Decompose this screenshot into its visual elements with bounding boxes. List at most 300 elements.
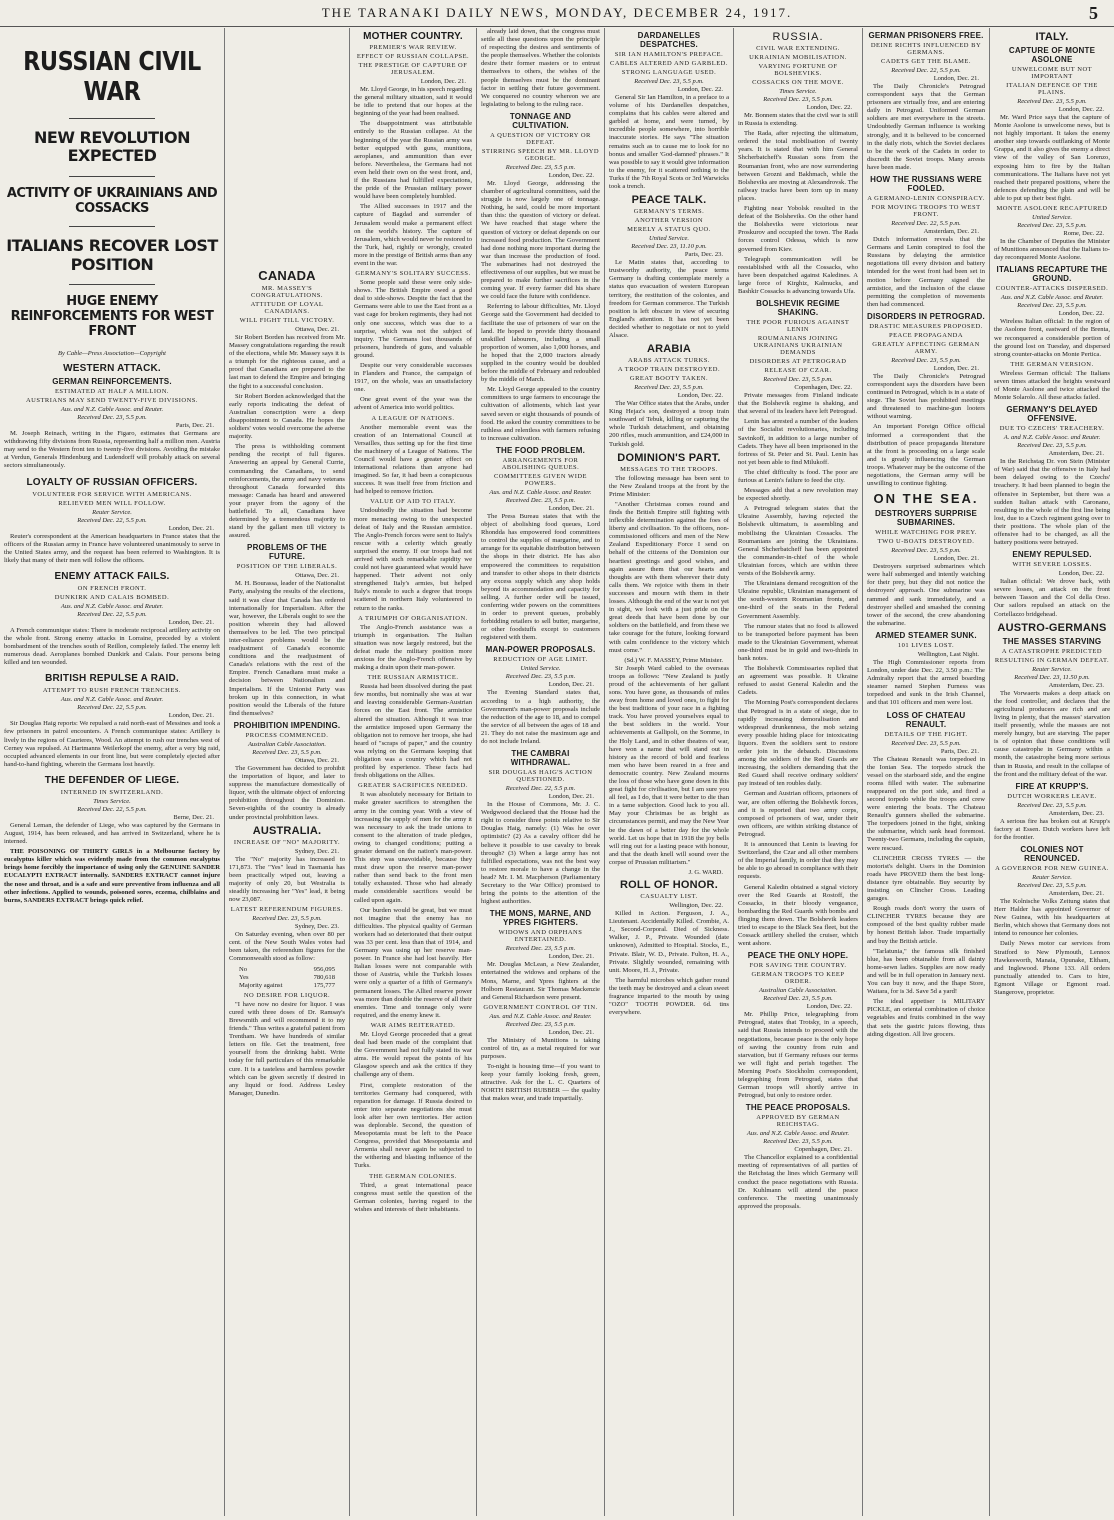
received-line: Received Dec. 23, 5.5 p.m. bbox=[763, 96, 833, 103]
article-body: Mr. Lloyd George, in his speech regarding the general military situation, said it would be idle to pretend that our hopes at the beginning of the year had been realised. bbox=[354, 86, 472, 118]
article-heading: BRITISH REPULSE A RAID. bbox=[45, 673, 179, 685]
dateline: London, Dec. 22. bbox=[806, 1003, 852, 1011]
article-heading: WESTERN ATTACK. bbox=[63, 363, 161, 375]
dateline: Sydney, Dec. 23. bbox=[294, 923, 339, 931]
dateline: London, Dec. 22. bbox=[677, 392, 723, 400]
dateline: London, Dec. 21. bbox=[168, 712, 214, 720]
article-heading: HOW THE RUSSIANS WERE FOOLED. bbox=[870, 175, 982, 194]
subheading: FOR SAVING THE COUNTRY. bbox=[749, 962, 847, 970]
received-line: Received Dec. 23, 5.5 p.m. bbox=[1017, 302, 1087, 310]
article-body: Mr. Lloyd George appealed to the country committees to urge farmers to encourage the cultivation of allotments, which last year saved seven or eight thousands of pounds of food. He asked the country committees to be ruthless and relentless with farmers refusing to increase cultivation. bbox=[481, 386, 600, 442]
article-body: The Anglo-French assistance was a triumph in organisation. The Italian situation was now largely restored, but the defeat made the military position more anxious for the Anglo-French offensive by making a drain upon their man-power. bbox=[354, 623, 472, 672]
subheading: DRASTIC MEASURES PROPOSED. bbox=[869, 322, 983, 330]
dateline: Amsterdam, Dec. 21. bbox=[1048, 450, 1104, 458]
dateline: London, Dec. 22. bbox=[1058, 570, 1104, 578]
article-body: Another memorable event was the creation of an International Council at Versailles, thus setting up for the first time the machinery of a League of Nations. The Council would have a greater effect on international relations than anyone had imagined. So far, it had been a conspicuous success. It was itself free from friction and had helped to remove friction. bbox=[354, 423, 472, 496]
dateline: London, Dec. 21. bbox=[548, 953, 594, 961]
article-body: Private messages from Finland indicate that the Bolshevik regime is shaking, and that several of its leaders have left Petrograd. bbox=[738, 392, 858, 416]
source-line: Aus. and N.Z. Cable Assoc. and Reuter. bbox=[489, 488, 592, 496]
subheading: CADETS GET THE BLAME. bbox=[880, 58, 972, 65]
dateline: London, Dec. 21. bbox=[548, 681, 594, 689]
subheading: RELEASE OF CZAR. bbox=[764, 367, 832, 375]
source-line: A. and N.Z. Cable Assoc. and Reuter. bbox=[1003, 434, 1101, 442]
article-body: Italian official: We drove back, with severe losses, an attack on the front between Tasson and the Col della Orso. Our sailors repulsed an attack on the Cortellazzo bridgehead. bbox=[994, 578, 1110, 618]
source-line: United Service. bbox=[648, 235, 690, 243]
subheading: RESULTING IN GERMAN DEFEAT. bbox=[994, 656, 1110, 664]
subheading: THE MASSES STARVING bbox=[1002, 636, 1102, 646]
subheading: A LEAGUE OF NATIONS. bbox=[371, 414, 455, 422]
advertisement: The harmful microbes which gather round the teeth may be destroyed and a clean sweet fragrance imparted to the mouth by using "OZO" TOOTH POWDER. 6d. tins everywhere. bbox=[609, 976, 729, 1017]
subheading: PEACE PROPAGANDA bbox=[888, 331, 964, 339]
signature: (Sd.) W. F. MASSEY, Prime Minister. bbox=[624, 656, 723, 664]
dateline: London, Dec. 22. bbox=[548, 171, 594, 179]
article-body: The Ministry of Munitions is taking control of tin, as a metal required for war purposes. bbox=[481, 1036, 600, 1060]
source-line: United Service. bbox=[520, 665, 561, 673]
figure-row: Yes 780,618 bbox=[239, 973, 335, 981]
article-body: In the House of Commons, Mr. J. C. Wedgwood declared that the House had the right to consider three points relative to Sir Douglas Haig, namely: (1) Was he over optimistic? (2) As a cavalry officer did he believe it possible to use cavalry to break through? (3) When a large army has not fulfilled expectations, was not the best way to restore morale to have a change in the head? Mr. I. M. Macpherson (Parliamentary Secretary to the War Office) promised to bring the points to the attention of the highest authorities. bbox=[481, 801, 600, 906]
article-body: General Leman, the defender of Liege, who was captured by the Germans in August, 1914, has been released, and has arrived in Switzerland, where he is interned. bbox=[4, 821, 220, 846]
advertisement: "I have now no desire for liquor. I was cured with three doses of Dr. Ramsay's Brewsmith and will recommend it to my friends." Thus writes a grateful patient from Trentham. We have hundreds of similar letters on file. Get the treatment, free yourself from the drinking habit. Write today for full particulars of this remarkable cure. It is a tasteless and harmless powder which can be given secretly if desired in any liquid or food. Address Lesley Manager, Dunedin. bbox=[229, 1000, 345, 1097]
advertisement: To-night is housing time—if you want to keep your family looking fresh, green, attractive. Ask for the L. C. Quarters of NORTH BRITISH RUBBER — the quality that makes wear, and trade impartially. bbox=[481, 1063, 600, 1103]
dateline: Paris, Dec. 21. bbox=[940, 747, 979, 755]
dateline: London, Dec. 22. bbox=[677, 86, 723, 93]
subheading: A GOVERNOR FOR NEW GUINEA. bbox=[995, 864, 1109, 872]
article-body: Fighting near Yobolsk resulted in the defeat of the Bolsheviks. On the other hand the Bolsheviks were victorious near Proskurov and occupied the town. The Rada forces control Odessa, which is now governed from Kiev. bbox=[738, 205, 858, 253]
article-body: Sir Douglas Haig reports: We repulsed a raid north-east of Messines and took a few prisoners in patrol encounters. A French communique states: Artillery is lively in the regions of Caurieres, Wood. An attempt to rush our trenches west of Cerney was repulsed. At Hartmanns Weilerkopf the enemy, after a very big raid, occupied advanced elements in our front line, but were completely ejected after hand-to-hand fighting, wherein the Germans lost heavily. bbox=[4, 720, 220, 768]
subheading: INTERNED IN SWITZERLAND. bbox=[60, 788, 164, 796]
subheading: ATTITUDE OF LOYAL CANADIANS. bbox=[250, 301, 324, 315]
article-body: M. Joseph Reinach, writing in the Figaro, estimates that Germans are withdrawing fifty divisions from Russia, representing half a million men. Austria may send to the Western front ten to twenty-five divisions. Avoiding the mistake at Verdun, Generals Hindenburg and Ludendorff will probably attack on several sectors simultaneously. bbox=[4, 430, 220, 470]
received-line: Received Dec. 22, 5.5 p.m. bbox=[77, 610, 147, 618]
source-line: Reuter Service. bbox=[1032, 873, 1072, 881]
article-body: Mr. Douglas McLean, a New Zealander, entertained the widows and orphans of the Mons, Marne, and Ypres fighters at the Holborn Restaurant. Sir Thomas Mackenzie and General Richardson were present. bbox=[481, 961, 600, 1001]
dateline: London, Dec. 22. bbox=[1058, 106, 1104, 113]
received-line: Received Dec. 23, 5.5 p.m. bbox=[505, 673, 576, 681]
subheading: MONTE ASOLONE RECAPTURED bbox=[996, 205, 1108, 213]
article-body: The rumour states that no food is allowed to be transported before payment has been made to the Ukrainian Government, whereat one-third must be in gold and two-thirds in bank notes. bbox=[738, 622, 858, 662]
subheading: MR. MASSEY'S CONGRATULATIONS. bbox=[250, 285, 324, 299]
dateline: Ottawa, Dec. 21. bbox=[295, 572, 339, 580]
article-body: The Press Bureau states that with the object of abolishing food queues, Lord Rhondda has empowered food committees to control the supplies of margarine, and to arrange for its equitable distribution between the shops in their district. He has also empowered the committees to requisition and transfer to other shops in their districts any excess supply which any shop holds beyond its accommodation and capacity for selling. A further order will be issued, conferring wider powers on the committees in order to prevent queues, probably forbidding retailers to sell butter, margarine, or other foodstuffs except to customers registered with them. bbox=[481, 512, 600, 642]
article-body: Mr. Phillip Price, telegraphing from Petrograd, states that Trotsky, in a speech, said that Russia intends to proceed with the negotiations, because peace is the only hope of saving the country from ruin and starvation, but if Germany refuses our terms we will fight and perish together. The Morning Post's Stockholm correspondent, telegraphing from Petrograd, states that German troops will shortly arrive in Petrograd, but only to restore order. bbox=[738, 1011, 858, 1100]
article-body: Dutch information reveals that the Germans and Lenin conspired to fool the Russians by delaying the armistice negotiations till every division and battery intended for the west front had been set in motion before Germany signed the armistice, and the inclusion of the clause permitting the completion of movements then had commenced. bbox=[867, 236, 985, 308]
article-body: The press is withholding comment pending the receipt of full figures. Answering an appeal by General Currie, commanding the Canadians, to send reinforcements, the army and navy veterans throughout Canada forwarded this message: Canada has heard and answered your prayer from the agony of the battlefield. To all, Canadians have determined by a tremendous majority to stand by the gallant men till victory is assured. bbox=[229, 443, 345, 540]
source-line: Aus. and N.Z. Cable Assoc. and Reuter. bbox=[746, 1130, 850, 1138]
column-2 bbox=[225, 28, 349, 1516]
subheading: GERMANY'S TERMS. bbox=[633, 208, 705, 216]
source-line: Reuter Service. bbox=[92, 508, 132, 516]
received-line: Received Dec. 22, 5.5 p.m. bbox=[505, 785, 576, 793]
article-body: The disappointment was attributable entirely to the Russian collapse. At the beginning of the year the Russian army was better equipped with guns, munitions, aeroplanes, and ammunition than ever before. Nevertheless, the Germans had not even held their own on the west front, and, if the Russians had fulfilled expectations, the pride of the Prussian military power would have been completely humbled. bbox=[354, 120, 472, 201]
received-line: Received Dec. 23, 5.5 p.m. bbox=[634, 78, 704, 85]
subheading: GOVERNMENT CONTROL OF TIN. bbox=[483, 1003, 598, 1011]
divider bbox=[69, 284, 155, 285]
dateline: Copenhagen, Dec. 21. bbox=[794, 1146, 852, 1154]
subheading: GREAT BOOTY TAKEN. bbox=[629, 375, 709, 383]
subheading: VOLUNTEER FOR SERVICE WITH AMERICANS. bbox=[32, 490, 192, 498]
article-heading: THE FOOD PROBLEM. bbox=[495, 445, 586, 455]
article-heading: PROBLEMS OF THE FUTURE. bbox=[247, 543, 327, 562]
dateline: London, Dec. 21. bbox=[420, 78, 466, 85]
received-line: Received Dec. 23, 5.5 p.m. bbox=[77, 414, 147, 422]
source-line: Australian Cable Association. bbox=[758, 987, 838, 995]
column-8 bbox=[990, 28, 1114, 1516]
article-heading: MAN-POWER PROPOSALS. bbox=[485, 645, 596, 655]
subheading: THE POOR FURIOUS AGAINST LENIN bbox=[746, 319, 850, 334]
subheading: CAPTURE OF MONTE ASOLONE bbox=[1008, 46, 1096, 64]
subheading: A QUESTION OF VICTORY OR DEFEAT. bbox=[490, 131, 591, 146]
dateline: Wellington, Last Night. bbox=[917, 650, 979, 658]
dateline: London, Dec. 21. bbox=[168, 618, 214, 626]
column-6 bbox=[734, 28, 862, 1516]
received-line: Received Dec. 23, 5.5 p.m. bbox=[891, 739, 961, 747]
article-heading: PROHIBITION IMPENDING. bbox=[233, 720, 341, 730]
article-heading: THE MONS, MARNE, AND YPRES FIGHTERS. bbox=[489, 909, 592, 928]
subheading: ARRANGEMENTS FOR ABOLISHING QUEUES. bbox=[501, 456, 580, 471]
article-heading: THE PEACE PROPOSALS. bbox=[745, 1103, 851, 1113]
received-line: Received Dec. 22, 5.5 p.m. bbox=[77, 516, 147, 524]
subheading: THE GERMAN VERSION. bbox=[1010, 360, 1094, 368]
subheading: CABLES ALTERED AND GARBLED. bbox=[610, 60, 728, 67]
subheading: CASUALTY LIST. bbox=[640, 893, 698, 901]
article-body: The Daily Chronicle's Petrograd correspondent says that the German prisoners are virtually free, and are entering daily in Petrograd. Uniformed German soldiers are met everywhere in the streets. Undoubtedly German influence is working strongly, and it is believed to be concerned in the daily riots, which the Soviet declares to be the work of the Cadets in order to discredit the Soviet troops. Many arrests have been made. bbox=[867, 83, 985, 171]
article-body: Mr. Bonnem states that the civil war is still in Russia is extending. bbox=[738, 112, 858, 128]
article-body: The Allied successes in 1917 and the capture of Bagdad and surrender of Jerusalem would make a permanent effect on the world's history. The capture of Jerusalem, which would never be restored to the Turk, had, rightly or wrongly, created more in the prestige of British arms than any event in the war. bbox=[354, 203, 472, 267]
dateline: London, Dec. 21. bbox=[548, 793, 594, 801]
headline-deck: NEW REVOLUTION EXPECTED bbox=[34, 127, 190, 166]
subheading: DISORDERS AT PETROGRAD bbox=[749, 358, 847, 366]
divider bbox=[69, 176, 155, 177]
masthead bbox=[0, 0, 1114, 27]
dateline: London, Dec. 21. bbox=[933, 364, 979, 372]
advertisement: Daily News motor car services from Stratford to New Plymouth, Lennox Hawkesworth, Manaia, Opunake, Eltham, and Inglewood. Phone 133. All orders punctually attended to. Cars to hire, Egmont Village or Egmont road. Stangerove, proprietor. bbox=[994, 940, 1110, 996]
subheading: LATEST REFERENDUM FIGURES. bbox=[230, 906, 344, 914]
article-body: Our burden would be great, but we must not imagine that the enemy has no difficulties. The physical quality of German workers had so deteriorated that their output was 33 per cent. less than that of 1914, and Germany was using up her reserve man-power. In France she had lost heavily. Her Italian losses were not comparable with those of Austria, while the Turkish losses were only a quarter of a fifth of Germany's permanent losses. The Allied reserve power was more than double the reserve of all their enemies. Time and tonnage only were required, and the enemy knew it. bbox=[354, 906, 472, 1019]
subheading: UNWELCOME BUT NOT IMPORTANT bbox=[1011, 66, 1093, 80]
received-line: Received Dec. 23, 11.10 p.m. bbox=[631, 243, 707, 251]
subheading: STIRRING SPEECH BY MR. LLOYD GEORGE. bbox=[481, 147, 600, 162]
divider bbox=[69, 226, 155, 227]
article-body: On Saturday evening, when over 80 per cent. of the New South Wales votes had been taken, the referendum figures for the Commonwealth stood as follow: bbox=[229, 931, 345, 963]
subheading: RELIEVED MEN WILL FOLLOW. bbox=[58, 499, 166, 507]
received-line: Received Dec. 23, 5.5 p.m. bbox=[252, 915, 322, 923]
article-body: German and Austrian officers, prisoners of war, are often offering the Bolshevik forces, and it is reported that two army corps, composed of prisoners of war, under their own officers, are within striking distance of Petrograd. bbox=[738, 790, 858, 838]
page-number: 5 bbox=[1089, 3, 1100, 23]
column-5 bbox=[605, 28, 733, 1516]
received-line: Received Dec. 23, 5.5 p.m. bbox=[891, 547, 961, 555]
subheading: GREATER SACRIFICES NEEDED. bbox=[358, 782, 468, 790]
received-line: Received Dec. 23, 5.5 p.m. bbox=[1017, 98, 1087, 105]
article-body: Sir Robert Borden acknowledged that the early reports indicating the defeat of Australian conscription were a deep disappointment to Canada. He hopes the soldiers' votes would overcome the adverse majority. bbox=[229, 392, 345, 441]
article-body: Le Matin states that, according to trustworthy authority, the peace terms Germany is drafting contemplate merely a status quo evacuation of western European territory, the restitution of the colonies, and freedom for German commerce. The Turkish position is left obscure in view of securing England's attention. It has not yet been decided whether to negotiate or not to yield Alsace. bbox=[609, 259, 729, 339]
article-body: The Vorwaerts makes a deep attack on the food controller, and declares that the agricultural producers are rich and are living in plenty, that the masses' starvation itself presently, while the masses are not merely hungry, but are starving. The paper is of opinion that these conditions will cause catastrophe in Germany within a month, the catastrophe being more serious than in Russia, and result in the collapse of the front and the military defeat of the war. bbox=[994, 689, 1110, 778]
subheading: 101 LIVES LOST. bbox=[897, 641, 955, 649]
subheading: MERELY A STATUS QUO. bbox=[627, 226, 711, 234]
article-body: The High Commissioner reports from London, under date Dec. 22, 3.50 p.m.: The Admiralty report that the armed boarding steamer named Stephen Furness was torpedoed and sunk in the Irish Channel, and that 101 officers and men were lost. bbox=[867, 658, 985, 707]
subheading: NO DESIRE FOR LIQUOR. bbox=[243, 991, 331, 999]
source-line: United Service. bbox=[1031, 214, 1073, 222]
article-heading: DARDANELLES DESPATCHES. bbox=[637, 31, 701, 49]
subheading: GERMAN TROOPS TO KEEP ORDER. bbox=[751, 971, 845, 986]
article-heading: FIRE AT KRUPP'S. bbox=[1015, 781, 1089, 791]
article-heading: BOLSHEVIK REGIME SHAKING. bbox=[756, 299, 840, 318]
column-4 bbox=[477, 28, 604, 1516]
article-heading: ARABIA bbox=[647, 343, 691, 356]
dateline: Rome, Dec. 22. bbox=[1063, 230, 1104, 238]
article-body: First, complete restoration of the territories Germany had conquered, with reparation for damage. If Russia desired to enter into separate negotiations she must look after her own territories. Her action was deplorable. Second, the question of Mesopotamia must be left to the Peace Congress, provided that Mesopotamia and Armenia shall never again be subjected to the withering and blasting influence of the Turks. bbox=[354, 1081, 472, 1170]
article-body: The Bolshevik Commissaries replied that an agreement was possible. It Ukraine refused to assist General Kaledin and the Cadets. bbox=[738, 665, 858, 697]
article-heading: ITALY. bbox=[1035, 31, 1069, 43]
received-line: Received Dec. 23, 5.5 p.m. bbox=[505, 1020, 576, 1028]
received-line: Received Dec. 22, 5.5 p.m. bbox=[891, 67, 961, 74]
subheading: THE GERMAN COLONIES. bbox=[369, 1172, 457, 1180]
subheading: A TROOP TRAIN DESTROYED. bbox=[617, 366, 721, 374]
article-heading: ITALIANS RECAPTURE THE GROUND. bbox=[996, 265, 1108, 284]
dateline: London, Dec. 22. bbox=[1058, 310, 1104, 318]
received-line: Received Dec. 23, 5.5 p.m. bbox=[505, 496, 576, 504]
article-heading: ARMED STEAMER SUNK. bbox=[875, 630, 977, 640]
subheading: DUE TO CZECHS' TREACHERY. bbox=[999, 425, 1105, 433]
article-body: "Another Christmas comes round and finds the British Empire still fighting with inflexible determination against the foes of liberty and civilisation. To the officers, non-commissioned officers and men of the New Zealand Expeditionary Force I send on behalf of the citizens of the Dominion our heartiest greetings and good wishes, and again assure them that our hearts and thoughts are with them wherever their duty calls them. We rejoice with them in their successes and mourn with them in their losses. Although the end of the war is not yet in sight, we look with a just pride on the great deeds that have been done by our soldiers on the battlefield, and from these we take courage for the future, looking forward with calm confidence to the victory which must come." bbox=[609, 500, 729, 654]
article-body: Some people said these were only side-shows. The British Empire owed a good deal to side-shows. Despite the fact that the Germans were able to use the East front as a vast cage for broken regiments, they had not only one success, which was due to a surprise, which was not the subject of inquiry. The Germans lost thousands of prisoners, hundreds of guns, and valuable ground. bbox=[354, 279, 472, 359]
advertisement: THE POISONING OF THIRTY GIRLS in a Melbourne factory by eucalyptus killer which was evidently made from the common eucalyptus brings home forcibly the importance of using only the GENUINE SANDER EUCALYPTI EXTRACT internally. SANDERS EXTRACT cannot injure the nose and throat, and is a safe and sure preventive from influenza and all other infections. Applied to wounds, poisoned sores, eczema, chilblains and burns, SANDERS EXTRACT brings quick relief. bbox=[4, 848, 220, 904]
source-line: Aus. and N.Z. Cable Assoc. and Reuter. bbox=[60, 406, 164, 414]
subheading: A GERMANO-LENIN CONSPIRACY. bbox=[867, 195, 985, 203]
article-body: The Chancellor explained to a confidential meeting of representatives of all parties of the Reichstag the lines which Germany will conduct the peace negotiations with Russia. Dr. Kuhlmann will attend the peace conference. The meeting unanimously approved the proposals. bbox=[738, 1154, 858, 1210]
article-heading: THE DEFENDER OF LIEGE. bbox=[44, 774, 180, 786]
article-heading: RUSSIA. bbox=[772, 31, 824, 43]
subheading: PREMIER'S WAR REVIEW. bbox=[369, 44, 457, 51]
article-heading: THE CAMBRAI WITHDRAWAL. bbox=[510, 749, 571, 768]
dateline: Amsterdam, Dec. 21. bbox=[1048, 889, 1104, 897]
headline-deck: ITALIANS RECOVER LOST POSITION bbox=[6, 236, 218, 274]
article-heading: GERMANY'S DELAYED OFFENSIVE. bbox=[1006, 405, 1098, 424]
column-3 bbox=[350, 28, 476, 1516]
headline-deck: ACTIVITY OF UKRAINIANS AND COSSACKS bbox=[6, 185, 218, 216]
subheading: ON FRENCH FRONT. bbox=[77, 584, 147, 592]
article-body: It is announced that Lenin is leaving for Switzerland, the Czar and all other members of the Imperial family, in order that they may be able to go abroad in compliance with their requests. bbox=[738, 841, 858, 881]
article-body: Referring to labour difficulties, Mr. Lloyd George said the Government had decided to facilitate the use of prisoners of war on the land. He hoped to provide thirty thousand unskilled labourers, including a small proportion of women, also 1,000 horses, and he hoped that the 2,000 tractors already supplied in the country would be doubled before the middle of February and redoubled by the middle of March. bbox=[481, 303, 600, 384]
subheading: EFFECT OF RUSSIAN COLLAPSE. bbox=[356, 53, 470, 60]
subheading: TWO U-BOATS DESTROYED. bbox=[877, 538, 975, 546]
subheading: WAR AIMS REITERATED. bbox=[370, 1021, 456, 1029]
subheading: REDUCTION OF AGE LIMIT. bbox=[493, 656, 588, 664]
article-body: Undoubtedly the situation had become more menacing owing to the unexpected defeat of Italy and the Russian armistice. The Anglo-French forces were sent to Italy's rescue with a celerity which greatly surprised the enemy. If our troops had not arrived with such remarkable rapidity we could not have guaranteed what would have happened. Their advent not only strengthened Italy's armies, but helped Italy's morale to such a degree that troops scattered in northern Italy volunteered to return to the ranks. bbox=[354, 507, 472, 612]
subheading: INCREASE OF "NO" MAJORITY. bbox=[233, 838, 341, 846]
article-body: A French communique states: There is moderate reciprocal artillery activity on the whole front. Strong enemy attacks in Lorraine, preceded by a violent bombardment of the trenches south of Reillon, completely failed. The enemy left numerous dead. Aeroplanes bombed Dunkirk and Calais. Four persons being killed and ten wounded. bbox=[4, 626, 220, 667]
subheading: DESTROYERS SURPRISE SUBMARINES. bbox=[874, 509, 978, 528]
article-body: An important Foreign Office official informed a correspondent that the distribution of peace propaganda literature at the front is proceeding on a large scale and is greatly influencing the German troops. Whatever may be the outcome of the negotiations, the German army will be unwilling to continue fighting. bbox=[867, 423, 985, 488]
column-7 bbox=[863, 28, 989, 1516]
subheading: APPROVED BY GERMAN REICHSTAG. bbox=[756, 1114, 840, 1129]
dateline: London, Dec. 22. bbox=[806, 104, 852, 111]
article-heading: GERMAN PRISONERS FREE. bbox=[868, 31, 984, 40]
article-body: Destroyers surprised submarines which were half submerged and intently watching for their prey, but they did not notice the destroyers' approach. One submarine was rammed and sank immediately, and a destroyer shelled and smashed the conning tower of the second, the crew abandoning the submarine. bbox=[867, 563, 985, 627]
subheading: ROUMANIANS JOINING UKRAINIANS UKRAINIAN DEMANDS bbox=[753, 335, 843, 357]
dateline: Sydney, Dec. 21. bbox=[294, 847, 339, 855]
subheading: GREATLY AFFECTING GERMAN ARMY. bbox=[872, 340, 980, 355]
received-line: Received Dec. 23, 5.5 p.m. bbox=[763, 1138, 833, 1146]
main-headline: RUSSIAN CIVIL WAR bbox=[23, 47, 201, 107]
dateline: Amsterdam, Dec. 21. bbox=[923, 228, 979, 236]
article-body: One great event of the year was the advent of America into world politics. bbox=[354, 396, 472, 412]
subheading: THE PRESTIGE OF CAPTURE OF JERUSALEM. bbox=[358, 62, 468, 76]
article-body: The Evening Standard states that, according to a high authority, the Government's man-power proposals include the reduction of the age to 18, and to compel the service of all between the ages of 18 and 21. They do not raise the maximum age and do not include Ireland. bbox=[481, 689, 600, 745]
subheading: COSSACKS ON THE MOVE. bbox=[752, 79, 844, 86]
source-line: Times Service. bbox=[93, 797, 131, 805]
article-body: The Morning Post's correspondent declares that Petrograd is in a state of siege, due to rapidly increasing demoralisation and widespread drunkenness, the mob seizing every possible hiding place for intoxicating liquors. Even the soldiers sent to restore order join in the debauch. Discussions among the soldiers of the Red Guards are increasing, the soldiers demanding that the Red Guard shall receive ordinary soldiers' pay instead of ten roubles daily. bbox=[738, 699, 858, 788]
advertisement: "Tarlatunia," the famous silk finished blue, has been obtainable from all dainty home-sewn ladies. Supplies are now ready and will be in full operation in January next. You can buy it now, and the Ihape Store, Waitara, for is 3d. Save 5d a yard! bbox=[867, 947, 985, 996]
subheading: WILL FIGHT TILL VICTORY. bbox=[239, 317, 335, 324]
subheading: VARYING FORTUNE OF BOLSHEVIKS. bbox=[758, 63, 838, 77]
article-heading: ROLL OF HONOR. bbox=[620, 879, 718, 892]
subheading: COMMITTEES GIVEN WIDE POWERS. bbox=[493, 472, 588, 487]
article-body: Telegraph communication will be reestablished with all the Cossacks, who have been despatched against Kaledines. A large force of Kirghiz, Kalmucks, and Bashkir Cossacks is advancing towards Ufa. bbox=[738, 255, 858, 295]
article-body: A serious fire has broken out at Krupp's factory at Essen. Dutch workers have left for the frontier. bbox=[994, 817, 1110, 841]
received-line: Received Dec. 23, 5.5 p.m. bbox=[252, 748, 322, 756]
subheading: ANOTHER VERSION bbox=[634, 217, 704, 225]
subheading: UKRAINIAN MOBILISATION. bbox=[749, 54, 847, 61]
subheading: ESTIMATED AT HALF A MILLION. bbox=[54, 388, 170, 396]
article-body: In the Reichstag Dr. von Stein (Minister of War) said that the offensive in Italy had been delayed owing to the Czechs' treachery. It had been planned to begin the offensive in September, but there was a sudden Italian attack with Caronano, resulting in the whole of the first line being lost, due to a Czech regiment going over to their positions. The whole plan of the offensive had to be changed, as all the battery positions were betrayed. bbox=[994, 458, 1110, 547]
source-line: Aus. and N.Z. Cable Assoc. and Reuter. bbox=[60, 602, 164, 610]
divider bbox=[69, 118, 155, 119]
column-1 bbox=[0, 28, 224, 1516]
subheading: POSITION OF THE LIBERALS. bbox=[236, 563, 338, 571]
subheading: DEINE RICHTS INFLUENCED BY GERMANS. bbox=[870, 42, 982, 56]
subheading: GERMAN REINFORCEMENTS. bbox=[52, 377, 172, 387]
article-heading: LOYALTY OF RUSSIAN OFFICERS. bbox=[26, 476, 198, 488]
dateline: Paris, Dec. 21. bbox=[175, 422, 214, 430]
subheading: PROCESS COMMENCED. bbox=[245, 731, 329, 739]
subheading: ATTEMPT TO RUSH FRENCH TRENCHES. bbox=[42, 687, 182, 695]
article-body: General Kaledin obtained a signal victory over the Red Guards at Rostoff, the Cossacks, in their bloody vengeance, bombarding the Red Guards with bombs and flinging them down. The Bolshevik leaders tried to escape to the Black Sea fleet, but the Cossack artillery shelled the cruiser, which went ashore. bbox=[738, 883, 858, 948]
subheading: WHILE WATCHING FOR PREY. bbox=[875, 529, 977, 537]
subheading: WITH SEVERE LOSSES. bbox=[1012, 561, 1092, 569]
article-body: The Government has decided to prohibit the importation of liquor, and later to suppress the manufacture domestically of liquor, with the ultimate object of enforcing prohibition throughout the Dominion. Seven-eighths of the country is already under provincial prohibition laws. bbox=[229, 764, 345, 821]
article-body: General Sir Ian Hamilton, in a preface to a volume of his Dardanelles despatches, complains that his cables were altered and garbled at home, and were turned, by incredible people somewhere, into horrible inaccurate stories. He says "The situation remains such as to cause me to look for no bonus and smaller 'God-damned' phrases." It was possible to say it would give information to the enemy, for it scattered nothing to the Turks if the 7th Royal Scots or 3rd Warwicks took a trench. bbox=[609, 94, 729, 191]
article-body: The Ukrainians demand recognition of the Ukraine republic, Ukrainian management of the south-western Roumanian fronts, and one-third of the seats in the Federal Government Assembly. bbox=[738, 580, 858, 620]
article-heading: LOSS OF CHATEAU RENAULT. bbox=[886, 710, 966, 729]
masthead-title: THE TARANAKI DAILY NEWS, MONDAY, DECEMBER 24, 1917. bbox=[321, 5, 793, 20]
article-body: It was absolutely necessary for Britain to make greater sacrifices to strengthen the army in the coming year. With a view of increasing the supply of men for the army it was necessary to ask the trade unions to consent to the alteration of trade pledges, owing to changed conditions; putting a greater demand on the nation's man-power. This step was unavoidable, because they must draw upon the reserve man-power rather than send back to the front men totally exhausted. Those who had already made considerable sacrifices would be called upon again. bbox=[354, 791, 472, 904]
article-body: Wireless German official: The Italians seven times attacked the heights westward of Monte Asolone and twice attacked the Monte Solarolo. All these attacks failed. bbox=[994, 369, 1110, 402]
subheading: DETAILS OF THE FIGHT. bbox=[884, 730, 968, 738]
dateline: London, Dec. 21. bbox=[933, 75, 979, 82]
advertisement: CLINCHER CROSS TYRES — the motorist's delight. Users in the Dominion roads have PROVED them the best long-distance tyre obtainable. Buy security by insisting on Clincher Cross. Leading garages. bbox=[867, 854, 985, 903]
article-body: In the Chamber of Deputies the Minister of Munitions announced that the Italians to-day reconquered Monte Asolone. bbox=[994, 238, 1110, 262]
received-line: Received Dec. 23, 5.5 p.m. bbox=[1017, 881, 1087, 889]
advertisement: The ideal appetiser is MILITARY PICKLE, an oriental combination of choice vegetables and fruits combined in the way that sets the gastric juices flowing, thus aiding digestion. All live grocers. bbox=[867, 998, 985, 1038]
subheading: THE RUSSIAN ARMISTICE. bbox=[367, 674, 459, 682]
received-line: Received Dec. 23, 5.5 p.m. bbox=[505, 163, 576, 171]
subheading: GERMANY'S SOLITARY SUCCESS. bbox=[355, 270, 471, 278]
article-body: Russia had been dissolved during the past few months, but nominally she was at war and leaving considerable German-Austrian forces on the East front. The armistice altered the situation. Although it was true the armistice imposed upon Germany the obligation not to remove her troops, she had heard of "scraps of paper," and the country was relying on the Germans keeping that obligation was a country which had not profited by experience. These facts had fresh obligations on the Allies. bbox=[354, 683, 472, 780]
subheading: CIVIL WAR EXTENDING. bbox=[756, 45, 840, 52]
subheading: MESSAGES TO THE TROOPS. bbox=[620, 465, 718, 473]
article-heading: ENEMY ATTACK FAILS. bbox=[54, 570, 170, 582]
subheading: A CATASTROPHE PREDICTED bbox=[1001, 647, 1103, 655]
article-body: Killed in Action. Ferguson, J. A., Lieutenant. Accidentally Killed. Crombie, A. J., Second-Corporal. Died of Sickness. Walker, J. P., Private. Wounded (date unknown), Admitted to Hospital. Stocks, E., Private. Blair, W. D., Private. Fulton, H. A., Private. Slightly wounded, remaining with unit. Moore, H. J., Private. bbox=[609, 910, 729, 974]
advertisement: Rough roads don't worry the users of CLINCHER TYRES because they are composed of the best quality rubber made by honest British labor. Trade impartially and buy the British article. bbox=[867, 905, 985, 945]
source-line: Times Service. bbox=[779, 88, 817, 95]
article-body: A Petrograd telegram states that the Ukraine Assembly, having rejected the Bolshevik ultimatum, is assembling and mobilising the Ukrainian Cossacks. The Roumanians are joining the Ukrainians. General Shcherbatcheff has been appointed the commander-in-chief of the whole Ukrainian forces, which are within three versts of the Bolshevik army. bbox=[738, 505, 858, 578]
article-body: Lenin has arrested a number of the leaders of the Socialist revolutionaries, including Savinkoff, in addition to a large number of Cadets. They have all been imprisoned in the fortress of St. Peter and St. Paul. Lenin has not yet been able to find Milukoff. bbox=[738, 418, 858, 466]
figure-row: Majority against 175,777 bbox=[239, 981, 335, 989]
article-heading: DOMINION'S PART. bbox=[617, 451, 721, 464]
received-line: Received Dec. 23, 5.5 p.m. bbox=[763, 376, 833, 384]
article-body: already laid down, that the congress must settle all these questions upon the principle of respecting the desires and sentiments of the people themselves. Whether the colonists desire their former masters or to entrust themselves to others, the wishes of the people themselves must be the dominant factor in settling their future government. We conquered no country whereon we are legislating to belong to the ruling race. bbox=[481, 28, 600, 108]
article-heading: AUSTRALIA. bbox=[252, 824, 322, 837]
source-line: Reuter Service. bbox=[1032, 665, 1072, 673]
article-body: The chief difficulty is food. The poor are furious at Lenin's failure to feed the city. bbox=[738, 468, 858, 484]
subheading: ITALIAN DEFENCE OF THE PLAINS. bbox=[1006, 82, 1098, 96]
received-line: Received Dec. 23, 5.5 p.m. bbox=[763, 995, 833, 1003]
article-body: Third, a great international peace congress must settle the question of the German colonies, having regard to the wishes and interests of their inhabitants. bbox=[354, 1181, 472, 1213]
source-line: Australian Cable Association. bbox=[247, 740, 327, 748]
article-heading: PEACE THE ONLY HOPE. bbox=[747, 951, 849, 961]
article-body: Mr. Lloyd George proceeded that a great deal had been made of the complaint that the Government had not fully stated its war aims. He would repeat the points of his Glasgow speech and ask the critics if they challenge any of them. bbox=[354, 1030, 472, 1079]
figure-row: No 956,095 bbox=[239, 965, 335, 973]
article-body: Sir Joseph Ward cabled to the overseas troops as follows: "New Zealand is justly proud of the achievements of her gallant sons. You have gone, as thousands of miles away from home and loved ones, to fight for the best traditions of your race in a fighting track. You have proved yourselves equal to the best soldiers in the world. Your achievements at Gallipoli, on the Somme, in the Holy Land, and in other theatres of war, have won a name that will stand out in history as the record of bold and fearless men who have been reared in a free and democratic country. New Zealand mourns the loss of those who have gone down in this great fight for civilisation, but I am sure you all feel, as I do, that it were better to die than in a tame subjection. Good luck to you all. May your Christmas be as bright as circumstances permit, and may the New Year be the dawn of a better day for the whole world. Let us hope that in 1918 the joy bells will ring out for a lasting peace with honour, and that the death knell will sound over the corpse of Prussian militarism." bbox=[609, 664, 729, 866]
article-body: The Chateau Renault was torpedoed in the Ionian Sea. The torpedo struck the vessel on the starboard side, and the engine rooms filled with water. The submarine reappeared on the port side, and fired a second torpedo while the troops and crew were entering the boats. The Chateau Renault's gunners shelled the submarine. The torpedoers joined in the fight, sinking the submarine, which sank head foremost. Twenty-two Germans, including the captain, were rescued. bbox=[867, 755, 985, 852]
dateline: Berne, Dec. 21. bbox=[173, 813, 214, 821]
dateline: Copenhagen, Dec. 22. bbox=[794, 384, 852, 392]
source-line: Aus. and N.Z. Cable Assoc. and Reuter. bbox=[489, 1012, 592, 1020]
subheading: COUNTER-ATTACKS DISPERSED. bbox=[995, 285, 1109, 293]
article-body: The Rada, after rejecting the ultimatum, ordered the total mobilisation of twenty years. It is stated that with him General Shcherbatcheff's Russian sons from the Roumanian front, who are now surrendering between Grozni and Bakhmach, while the Bolsheviks are moving at Alexandrovsk. The railway tracks have been torn up in many places. bbox=[738, 130, 858, 202]
received-line: Received Dec. 23, 5.5 p.m. bbox=[1017, 442, 1087, 450]
dateline: London, Dec. 21. bbox=[548, 1028, 594, 1036]
article-body: The following message has been sent to the New Zealand troops at the front by the Prime Minister: bbox=[609, 474, 729, 498]
headline-deck: HUGE ENEMY REINFORCEMENTS FOR WEST FRONT bbox=[10, 294, 214, 340]
article-heading: COLONIES NOT RENOUNCED. bbox=[1020, 844, 1084, 863]
subheading: A TRIUMPH OF ORGANISATION. bbox=[358, 614, 468, 622]
article-heading: TONNAGE AND CULTIVATION. bbox=[509, 111, 572, 130]
received-line: Received Dec. 23, 5.5 p.m. bbox=[1017, 801, 1087, 809]
article-heading: MOTHER COUNTRY. bbox=[363, 31, 463, 42]
article-body: Mr. Ward Price says that the capture of Monte Asolone is unwelcome news, but is not highly important. It takes the enemy another step towards outflanking of Monte Grappa, and it also gives the enemy a direct view of the valley of San Lorenzo, exposing him to fire by the Italian communications. The Italians have not yet reached their prepared positions, where the defences defending the plain and will be able to put up their best fight. bbox=[994, 114, 1110, 202]
subheading: WIDOWS AND ORPHANS ENTERTAINED. bbox=[498, 929, 583, 944]
dateline: Paris, Dec. 23. bbox=[684, 251, 723, 259]
article-body: Reuter's correspondent at the American headquarters in France states that the officers of the Russian army in France have volunteered unanimously to serve in the United States army, and the request has been referred to Washington. It is likely that many of their men will follow the officers. bbox=[4, 532, 220, 564]
signature: J. G. WARD. bbox=[688, 869, 723, 877]
article-heading: PEACE TALK. bbox=[631, 194, 707, 207]
subheading: DUTCH WORKERS LEAVE. bbox=[1007, 792, 1097, 800]
dateline: London, Dec. 21. bbox=[933, 555, 979, 563]
article-heading: CANADA bbox=[258, 268, 316, 283]
source-line: Aus. and N.Z. Cable Assoc. and Reuter. bbox=[1000, 294, 1104, 302]
article-heading: ON THE SEA. bbox=[873, 491, 979, 507]
article-heading: DISORDERS IN PETROGRAD. bbox=[867, 311, 985, 321]
subheading: ARABS ATTACK TURKS. bbox=[628, 357, 710, 365]
dateline: Ottawa, Dec. 21. bbox=[295, 756, 339, 764]
source-line: Aus. and N.Z. Cable Assoc. and Reuter. bbox=[60, 696, 164, 704]
article-body: M. H. Bourassa, leader of the Nationalist Party, analysing the results of the elections, said it was clear that Canada has ordered internationally for Imperialism. After the war, however, the Liberals ought to see the position wherein they had allowed themselves to be led. The two principal inter-reliance problems would be the readjustment of Canada's economic conditions and the readjustment of Canada's relations with the rest of the Empire. French Canadians must make a decision between Nationalism and Imperialism. If the Unionist Party was broken up in this connection, in what position would the Liberals of the future find themselves? bbox=[229, 580, 345, 717]
subheading: DUNKIRK AND CALAIS BOMBED. bbox=[54, 593, 170, 601]
subheading: STRONG LANGUAGE USED. bbox=[621, 69, 717, 76]
received-line: Received Dec. 23, 5.5 p.m. bbox=[505, 945, 576, 953]
article-heading: ENEMY REPULSED. bbox=[1012, 550, 1092, 560]
article-body: Mr. Lloyd George, addressing the chamber of agricultural committees, said the struggle is now largely one of tonnage. Nothing, he said, could be more important than this: the question of victory or defeat. We have reached that stage where the question of victory or defeat depends on our increased food production. The Government had done nothing more important during the war than increase the production of food. The submarines had not destroyed the effectiveness of our supplies, but we must be prepared to make further sacrifices in the coming year. If every farmer did his share we could face the future with confidence. bbox=[481, 179, 600, 301]
article-body: The Kolnische Volks Zeitung states that Herr Halder has appointed Governor of New Guinea, with his headquarters at Berlin, which shows that Germany does not intend to renounce her colonies. bbox=[994, 897, 1110, 938]
received-line: Received Dec. 23, 5.5 p.m. bbox=[634, 384, 704, 392]
subheading: VALUE OF AID TO ITALY. bbox=[370, 498, 456, 506]
article-body: The "No" majority has increased to 171,873. The "Yes" lead in Tasmania has been practically wiped out, leaving a majority of only 20, but Westralia is steadily increasing her "Yes" lead, it being now 23,087. bbox=[229, 855, 345, 904]
subheading: AUSTRIANS MAY SEND TWENTY-FIVE DIVISIONS. bbox=[25, 397, 199, 405]
subheading: SIR DOUGLAS HAIG'S ACTION QUESTIONED. bbox=[488, 769, 593, 784]
byline: By Cable—Press Association—Copyright bbox=[58, 350, 166, 358]
